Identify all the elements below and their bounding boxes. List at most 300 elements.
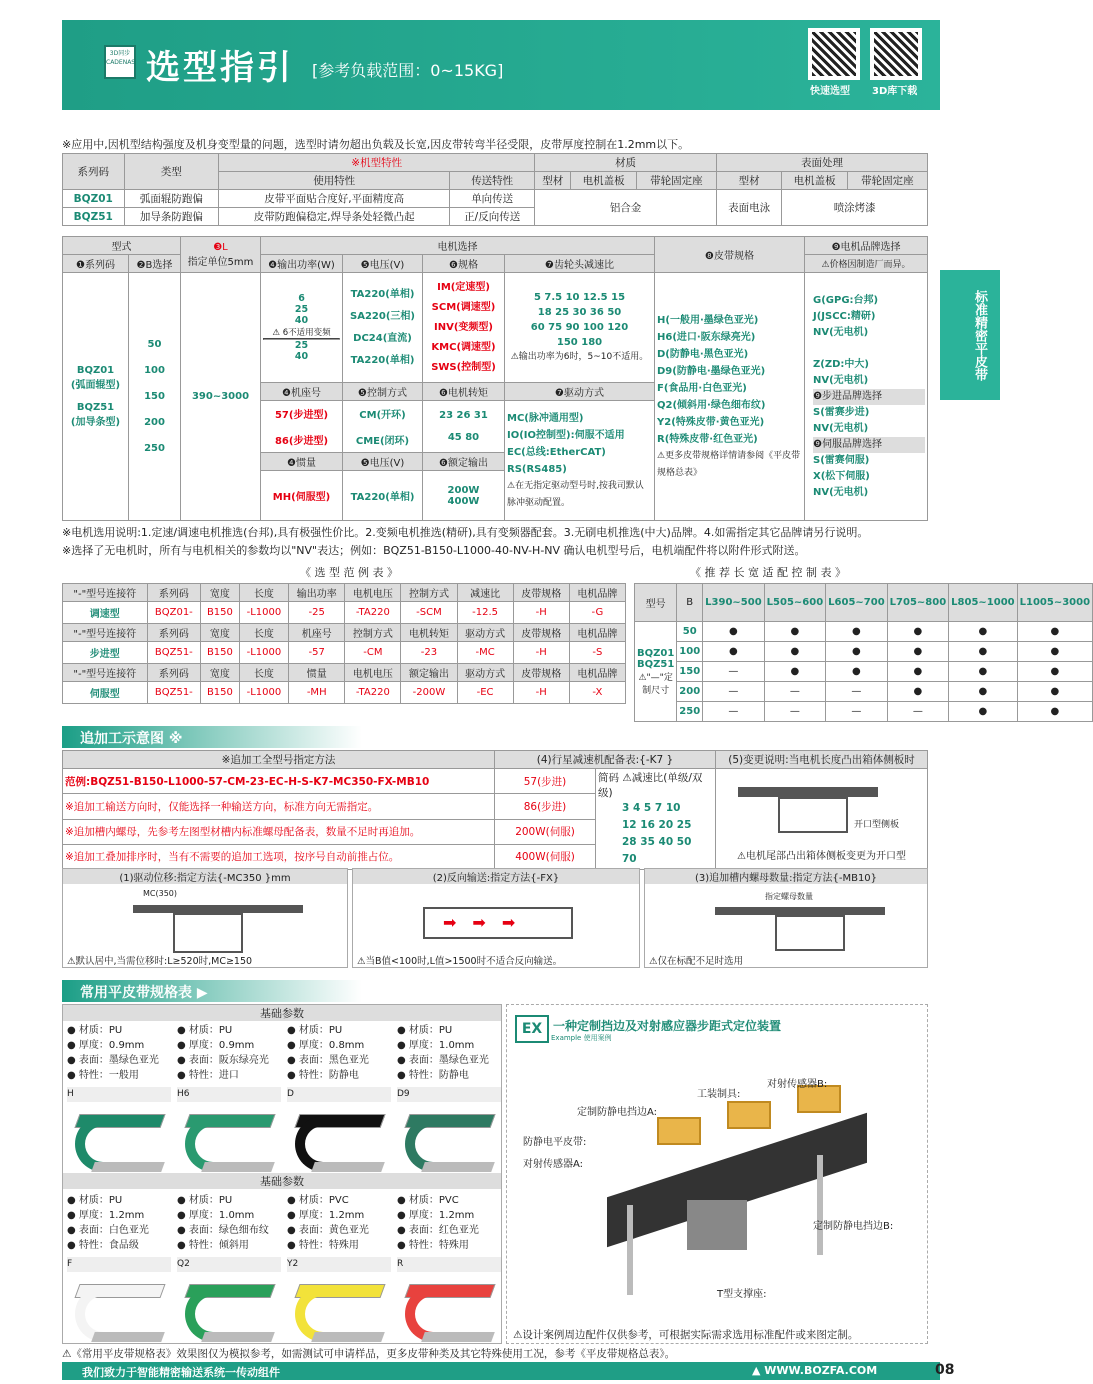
belt-sample-image xyxy=(287,1102,387,1172)
t: 25 xyxy=(294,304,309,315)
cell: ● xyxy=(764,642,826,662)
website-link[interactable]: ▲ WWW.BOZFA.COM xyxy=(752,1364,878,1377)
t: H6(进口·阪东绿亮光) xyxy=(657,331,756,343)
belt-code: D xyxy=(287,1087,391,1102)
cell xyxy=(635,622,677,722)
feature-table xyxy=(62,153,928,226)
cell: ● xyxy=(1017,662,1092,682)
label: 定制防静电挡边B: xyxy=(813,1221,894,1232)
cell: -L1000 xyxy=(239,602,288,624)
cell: 皮带平面贴合度好,平面精度高 xyxy=(219,190,450,208)
qr-code-download[interactable] xyxy=(870,28,922,80)
belt-spec-line: ● 特性：防静电 xyxy=(397,1070,469,1081)
belt-spec-line: ● 厚度：1.2mm xyxy=(397,1210,475,1221)
th: 宽度 xyxy=(201,584,240,602)
belt-spec-line: ● 材质：PU xyxy=(287,1025,343,1036)
th: L505~600 xyxy=(764,584,826,622)
th: 带轮固定座 xyxy=(636,172,716,190)
t: EC(总线:EtherCAT) xyxy=(507,446,606,458)
t: MC(脉冲通用型) xyxy=(507,412,584,424)
th: 带轮固定座 xyxy=(847,172,927,190)
ratio-values xyxy=(598,800,713,868)
th: 额定输出 xyxy=(401,664,457,682)
t: H(一般用·墨绿色亚光) xyxy=(657,314,759,326)
belt-spec-line: ● 特性：特殊用 xyxy=(287,1240,359,1251)
belt-spec-card xyxy=(63,1023,171,1173)
leg-shape xyxy=(627,1205,633,1295)
th: ❹输出功率(W) xyxy=(261,255,343,273)
t: Z(ZD:中大) xyxy=(813,358,869,370)
t: Q2(倾斜用·绿色细布纹) xyxy=(657,399,766,411)
belt-spec-line: ● 特性：进口 xyxy=(177,1070,239,1081)
belt-spec-card xyxy=(283,1193,391,1343)
t: 200W xyxy=(447,484,480,496)
th: 电机盖板 xyxy=(782,172,847,190)
cell: BQZ51 xyxy=(63,208,125,226)
belt-cell xyxy=(655,273,805,521)
th: ❼驱动方式 xyxy=(505,383,655,401)
th: 电机品牌 xyxy=(569,584,625,602)
cell: 喷涂烤漆 xyxy=(782,190,928,226)
belt-spec-line: ● 表面：黄色亚光 xyxy=(287,1225,369,1236)
t: BQZ51 xyxy=(637,658,675,670)
cell: B150 xyxy=(201,602,240,624)
t: ⚠"—"定制尺寸 xyxy=(638,672,673,696)
cell: 150 xyxy=(677,662,703,682)
t: Example 使用案例 xyxy=(551,1034,612,1042)
th: 类型 xyxy=(124,154,219,190)
th: 系列码 xyxy=(63,154,125,190)
frame-shape xyxy=(775,915,845,951)
belt-spec-card xyxy=(393,1023,501,1173)
th: 驱动方式 xyxy=(457,664,513,682)
panel-title: (1)驱动位移:指定方法{-MC350 }mm xyxy=(63,869,347,884)
belt-spec-line: ● 材质：PU xyxy=(177,1025,233,1036)
th: L705~800 xyxy=(887,584,949,622)
th: ⚠价格因制造厂而异。 xyxy=(805,255,928,273)
cell: 57(步进) xyxy=(495,769,596,794)
th: ❽皮带规格 xyxy=(655,237,805,273)
cell: ● xyxy=(887,662,949,682)
qr-code-select[interactable] xyxy=(808,28,860,80)
t: R(特殊皮带·红色亚光) xyxy=(657,433,758,445)
t: (弧面辊型) xyxy=(70,380,121,391)
th xyxy=(181,237,261,273)
th: 型材 xyxy=(716,172,781,190)
base-params: 基础参数 xyxy=(63,1173,501,1189)
belt-sample-image xyxy=(397,1272,497,1342)
label: 定制防静电挡边A: xyxy=(577,1107,658,1118)
panel-title: (3)追加槽内螺母数量:指定方法{-MB10} xyxy=(645,869,927,884)
drive-shift-panel xyxy=(62,868,348,968)
cell: ● xyxy=(1017,682,1092,702)
cell: ● xyxy=(1017,622,1092,642)
l-cell: 390~3000 xyxy=(181,273,261,521)
cell: ● xyxy=(703,622,765,642)
cell: 50 xyxy=(677,622,703,642)
fixture-shape xyxy=(657,1117,701,1145)
t: 12 16 20 25 xyxy=(622,819,692,831)
label: 工装制具: xyxy=(697,1089,741,1100)
qr-label-download: 3D库下载 xyxy=(872,86,918,97)
cadenas-logo: 3D同步 CADENAS xyxy=(104,45,136,79)
belt-bottom-shape xyxy=(201,1162,275,1172)
cell: ※追加槽内螺母，先参考左图型材槽内标准螺母配备表，数量不足时再追加。 xyxy=(63,819,495,844)
th: 电机选择 xyxy=(261,237,655,255)
th: 电机转矩 xyxy=(401,624,457,642)
th: 宽度 xyxy=(201,664,240,682)
t: 25 xyxy=(294,340,309,351)
th: (4)行星减速机配备表:{-K7 } xyxy=(495,751,716,769)
t: 250 xyxy=(144,442,165,454)
th: ❺电压(V) xyxy=(343,255,423,273)
section-additional: 追加工示意图 ※ xyxy=(62,726,362,748)
t: 45 80 xyxy=(447,432,480,443)
belt-spec-line: ● 材质：PU xyxy=(67,1025,123,1036)
cell: — xyxy=(764,702,826,722)
belt-sample-image xyxy=(177,1272,277,1342)
belt-spec-panel xyxy=(62,1004,502,1344)
t: ⚠仅在标配不足时选用 xyxy=(649,956,744,967)
t: BQZ01 xyxy=(76,365,115,376)
cell: — xyxy=(887,702,949,722)
belt-spec-line: ● 特性：特殊用 xyxy=(397,1240,469,1251)
th: 传送特性 xyxy=(450,172,535,190)
th: 惯量 xyxy=(289,664,345,682)
power-cell xyxy=(261,273,343,383)
belt-spec-line: ● 厚度：1.2mm xyxy=(67,1210,145,1221)
belt-code: R xyxy=(397,1257,501,1272)
t: 5 7.5 10 12.5 15 xyxy=(533,292,626,303)
cell: 伺服型 xyxy=(63,682,148,704)
page-title: 选型指引 xyxy=(146,48,294,88)
th: 材质 xyxy=(535,154,717,172)
belt-spec-line: ● 特性：食品级 xyxy=(67,1240,139,1251)
cell: BQZ51- xyxy=(147,642,201,664)
additional-table xyxy=(62,750,928,870)
cell: ● xyxy=(1017,702,1092,722)
t: TA220(单相) xyxy=(350,354,415,366)
belt-code: H6 xyxy=(177,1087,281,1102)
t: 3 4 5 7 10 xyxy=(622,802,681,814)
belt-spec-line: ● 特性：倾斜用 xyxy=(177,1240,249,1251)
open-frame-cell xyxy=(716,769,928,870)
t: KMC(调速型) xyxy=(431,341,496,353)
t: ⚠更多皮带规格详情请参阅《平皮带规格总表》 xyxy=(657,450,801,478)
t: CM(开环) xyxy=(359,410,406,421)
th: 使用特性 xyxy=(219,172,450,190)
cell: -H xyxy=(513,682,569,704)
th: 皮带规格 xyxy=(513,664,569,682)
t: ⚠电机尾部凸出箱体侧板变更为开口型 xyxy=(737,850,906,862)
spec-cell xyxy=(423,273,505,383)
t: D(防静电·黑色亚光) xyxy=(657,348,749,360)
cell: -L1000 xyxy=(239,682,288,704)
cell: -25 xyxy=(289,602,345,624)
th: 系列码 xyxy=(147,664,201,682)
th: L805~1000 xyxy=(949,584,1017,622)
th: ❹惯量 xyxy=(261,453,343,471)
t: RS(RS485) xyxy=(507,463,567,475)
nut-panel xyxy=(644,868,928,968)
cell: ● xyxy=(887,622,949,642)
reverse-panel xyxy=(352,868,640,968)
label: 防静电平皮带: xyxy=(523,1137,587,1148)
belt-spec-line: ● 厚度：0.8mm xyxy=(287,1040,365,1051)
th: 型式 xyxy=(63,237,181,255)
page-subtitle: [参考负载范围：0~15KG] xyxy=(312,61,504,80)
th-lunit: 指定单位5mm xyxy=(187,256,254,268)
belt-shape xyxy=(738,787,878,797)
belt-shape xyxy=(133,905,303,913)
section-belts: 常用平皮带规格表 ▶ xyxy=(62,980,362,1002)
panel-title: (2)反向输送:指定方法{-FX} xyxy=(353,869,639,884)
t: 150 xyxy=(144,390,165,402)
belt-spec-line: ● 特性：防静电 xyxy=(287,1070,359,1081)
belt-bottom-shape xyxy=(91,1162,165,1172)
cell: TA220(单相) xyxy=(343,471,423,521)
belt-spec-line: ● 表面：黑色亚光 xyxy=(287,1055,369,1066)
cell: 调速型 xyxy=(63,602,148,624)
cell: MH(伺服型) xyxy=(261,471,343,521)
t: 60 75 90 100 120 xyxy=(530,322,629,333)
cell xyxy=(423,471,505,521)
cell: — xyxy=(703,662,765,682)
belt-spec-line: ● 材质：PU xyxy=(397,1025,453,1036)
th: 控制方式 xyxy=(345,624,401,642)
belt-spec-line: ● 材质：PVC xyxy=(397,1195,459,1206)
qr-icon xyxy=(874,32,918,76)
belt-bottom-shape xyxy=(311,1162,385,1172)
t: 70 xyxy=(622,853,637,865)
belt-spec-line: ● 表面：白色亚光 xyxy=(67,1225,149,1236)
th: ❹机座号 xyxy=(261,383,343,401)
t: SCM(调速型) xyxy=(431,301,496,313)
belt-code: Y2 xyxy=(287,1257,391,1272)
th: 型材 xyxy=(535,172,571,190)
cell: -200W xyxy=(401,682,457,704)
cell: ● xyxy=(826,662,888,682)
t: S(雷赛步进) xyxy=(813,406,870,418)
t: NV(无电机) xyxy=(813,486,869,498)
example-title: 一种定制挡边及对射感应器步距式定位装置 xyxy=(553,1019,782,1033)
cell: -EC xyxy=(457,682,513,704)
belt-sample-image xyxy=(287,1272,387,1342)
th: ❺电压(V) xyxy=(343,453,423,471)
th: 电机品牌 xyxy=(569,624,625,642)
th: 驱动方式 xyxy=(457,624,513,642)
th: 长度 xyxy=(239,624,288,642)
th: 长度 xyxy=(239,664,288,682)
brand-cell xyxy=(805,273,928,521)
cell: ● xyxy=(949,702,1017,722)
th: 输出功率 xyxy=(289,584,345,602)
t: ⚠在无指定驱动型号时,按我司默认脉冲驱动配置。 xyxy=(507,480,644,508)
belt-code: F xyxy=(67,1257,171,1272)
t: 简码 xyxy=(598,772,619,784)
t: INV(变频型) xyxy=(434,321,493,333)
belt-code: D9 xyxy=(397,1087,501,1102)
th: ❺控制方式 xyxy=(343,383,423,401)
cell: -H xyxy=(513,602,569,624)
th: 宽度 xyxy=(201,624,240,642)
cell: -S xyxy=(569,642,625,664)
belt-spec-line: ● 材质：PU xyxy=(67,1195,123,1206)
t: 200 xyxy=(144,416,165,428)
th: B xyxy=(677,584,703,622)
example-badge: EX xyxy=(515,1015,549,1043)
belt-sample-image xyxy=(397,1102,497,1172)
cell: ● xyxy=(949,642,1017,662)
belt-sample-image xyxy=(67,1102,167,1172)
cell: ● xyxy=(826,622,888,642)
belt-bottom-shape xyxy=(201,1332,275,1342)
label: T型支撑座: xyxy=(717,1289,767,1300)
th: 系列码 xyxy=(147,624,201,642)
belt-spec-card xyxy=(173,1193,281,1343)
cell: 200W(伺服) xyxy=(495,819,596,844)
cell: ● xyxy=(949,682,1017,702)
cell: ● xyxy=(764,622,826,642)
t: ⚠减速比(单级/双级) xyxy=(598,772,703,799)
example-panel xyxy=(506,1004,928,1344)
cell: BQZ01 xyxy=(63,190,125,208)
t: NV(无电机) xyxy=(813,422,869,434)
th: ※追加工全型号指定方法 xyxy=(63,751,495,769)
belt-spec-line: ● 厚度：1.0mm xyxy=(397,1040,475,1051)
cell: ● xyxy=(949,622,1017,642)
t: (加导条型) xyxy=(70,417,121,428)
th: 系列码 xyxy=(147,584,201,602)
cell: 范例:BQZ51-B150-L1000-57-CM-23-EC-H-S-K7-MC350-FX-MB10 xyxy=(63,769,495,794)
cell: -TA220 xyxy=(345,682,401,704)
t: 40 xyxy=(294,351,309,362)
leg-shape xyxy=(817,1155,823,1255)
t: SA220(三相) xyxy=(350,310,415,322)
volt-cell xyxy=(343,273,423,383)
footer xyxy=(62,1362,940,1380)
belt-spec-line: ● 表面：墨绿色亚光 xyxy=(397,1055,489,1066)
belt-bottom-shape xyxy=(91,1332,165,1342)
belt-bottom-shape xyxy=(311,1332,385,1342)
belt-spec-line: ● 表面：阪东绿亮光 xyxy=(177,1055,269,1066)
cell: -12.5 xyxy=(457,602,513,624)
belt-spec-line: ● 特性：一般用 xyxy=(67,1070,139,1081)
cell: -MC xyxy=(457,642,513,664)
cell: 皮带防跑偏稳定,焊导条处轻微凸起 xyxy=(219,208,450,226)
t: ⚠当B值<100时,L值>1500时不适合反向输送。 xyxy=(357,956,563,967)
t: CME(闭环) xyxy=(355,436,410,447)
t: 57(步进型) xyxy=(274,410,329,421)
t: 100 xyxy=(144,364,165,376)
cell: 正/反向传送 xyxy=(450,208,535,226)
belt-spec-card xyxy=(393,1193,501,1343)
cell: — xyxy=(764,682,826,702)
motor-shape xyxy=(173,913,243,953)
belt-spec-line: ● 材质：PU xyxy=(177,1195,233,1206)
t: IM(定速型) xyxy=(437,281,490,293)
cell: 100 xyxy=(677,642,703,662)
cell: ● xyxy=(1017,642,1092,662)
belt-spec-card xyxy=(283,1023,391,1173)
label: 对射传感器A: xyxy=(523,1159,584,1170)
th: (5)变更说明:当电机长度凸出箱体侧板时 xyxy=(716,751,928,769)
fixture-shape xyxy=(727,1101,771,1129)
t: F(食品用·白色亚光) xyxy=(657,382,747,394)
ratio-block xyxy=(596,769,716,870)
cell: 400W(伺服) xyxy=(495,844,596,869)
belt-spec-line: ● 厚度：0.9mm xyxy=(177,1040,255,1051)
cell: ● xyxy=(703,642,765,662)
t: 400W xyxy=(447,495,480,507)
t: NV(无电机) xyxy=(813,326,869,338)
belt-sample-image xyxy=(67,1272,167,1342)
belt-spec-line: ● 厚度：0.9mm xyxy=(67,1040,145,1051)
t: DC24(直流) xyxy=(353,332,412,344)
t: 18 25 30 36 50 xyxy=(537,307,622,318)
cell: BQZ51- xyxy=(147,682,201,704)
cell: BQZ01- xyxy=(147,602,201,624)
t: 6 xyxy=(298,293,305,304)
t: D9(防静电·墨绿色亚光) xyxy=(657,365,766,377)
belt-spec-line: ● 表面：绿色细布纹 xyxy=(177,1225,269,1236)
cell: ● xyxy=(887,682,949,702)
belt-shape xyxy=(715,907,885,915)
th: ❻额定输出 xyxy=(423,453,505,471)
rec-title: 《 推 荐 长 宽 适 配 控 制 表 》 xyxy=(690,566,846,579)
note-motor: ※电机选用说明:1.定速/调速电机推选(台邦),具有极强性价比。2.变频电机推选(精研),具有变频器配套。3.无刷电机推选(中大)品牌。4.如需指定其它品牌请另行说明。 xyxy=(62,526,869,539)
cell: ※追加工输送方向时，仅能选择一种输送方向，标准方向无需指定。 xyxy=(63,794,495,819)
recommend-table xyxy=(634,583,1093,722)
cell: -MH xyxy=(289,682,345,704)
cell xyxy=(343,401,423,453)
ratio-cell xyxy=(505,273,655,383)
t: 指定螺母数量 xyxy=(765,892,813,901)
cell: — xyxy=(826,702,888,722)
cell xyxy=(261,401,343,453)
qr-icon xyxy=(812,32,856,76)
belt-sample-image xyxy=(177,1102,277,1172)
b-cell xyxy=(129,273,181,521)
note-structure: ※应用中,因机型结构强度及机身变型量的问题，选型时请勿超出负载及长宽,因皮带转弯半径受限，皮带厚度控制在1.2mm以下。 xyxy=(62,138,690,151)
belt-spec-line: ● 表面：红色亚光 xyxy=(397,1225,479,1236)
th: 型号 xyxy=(635,584,677,622)
series-cell xyxy=(63,273,129,521)
drive-cell xyxy=(505,401,655,521)
cell: B150 xyxy=(201,682,240,704)
t: X(松下伺服) xyxy=(813,470,870,482)
th: 表面处理 xyxy=(716,154,927,172)
cell: 250 xyxy=(677,702,703,722)
side-tab: 标准精密平皮带 xyxy=(940,270,1000,400)
cell xyxy=(423,401,505,453)
t: S(雷赛伺服) xyxy=(813,454,870,466)
bottom-note: ⚠《常用平皮带规格表》效果图仅为模拟参考，如需测试可申请样品，更多皮带种类及其它特殊使用工况，参考《平皮带规格总表》。 xyxy=(62,1348,676,1360)
th: L390~500 xyxy=(703,584,765,622)
t: 23 26 31 xyxy=(439,410,488,421)
base-params: 基础参数 xyxy=(63,1005,501,1021)
th: "-"型号连接符 xyxy=(63,624,148,642)
cell: 200 xyxy=(677,682,703,702)
open-frame-drawing xyxy=(718,777,925,847)
section-title: 追加工示意图 xyxy=(80,731,164,747)
label: 对射传感器B: xyxy=(767,1079,828,1090)
t: ❾伺服品牌选择 xyxy=(813,437,925,453)
th-l: ❸L xyxy=(213,241,228,253)
cell: — xyxy=(703,682,765,702)
th: 控制方式 xyxy=(401,584,457,602)
cell: -TA220 xyxy=(345,602,401,624)
